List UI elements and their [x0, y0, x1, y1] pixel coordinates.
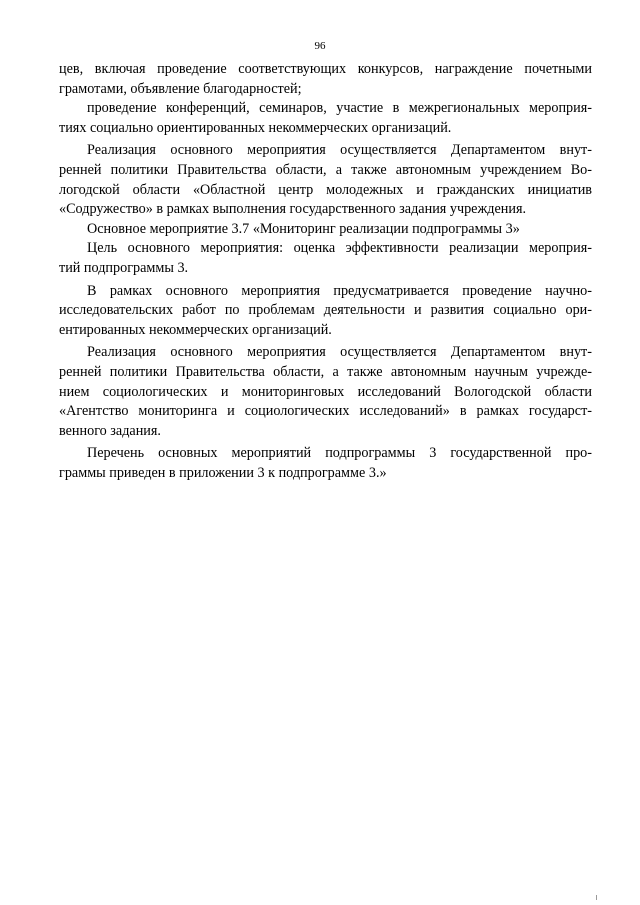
text-line: Реализация основного мероприятия осуществляется Департаментом внут- — [87, 142, 592, 159]
text-line: Реализация основного мероприятия осуществляется Департаментом внут- — [87, 344, 592, 361]
document-body — [59, 60, 592, 483]
text-line: проведение конференций, семинаров, участие в межрегиональных мероприя- — [87, 100, 592, 117]
paragraph-implementation-agency — [59, 343, 592, 441]
text-line: ренней политики Правительства области, а также автономным учреждением Во- — [59, 161, 592, 178]
page-number: 96 — [314, 40, 326, 52]
text-line: В рамках основного мероприятия предусматривается проведение научно- — [87, 282, 592, 299]
paragraph-research — [59, 282, 592, 341]
paragraph-awards — [59, 60, 592, 99]
paragraph-conferences — [59, 99, 592, 138]
paragraph-list-reference — [59, 444, 592, 483]
text-line: граммы приведен в приложении 3 к подпрограмме 3.» — [59, 464, 387, 481]
text-line: исследовательских работ по проблемам деятельности и развития социально ори- — [59, 302, 592, 319]
text-line: логодской области «Областной центр молодежных и гражданских инициатив — [59, 181, 592, 198]
paragraph-measure-3-7-heading — [59, 220, 592, 240]
text-line: тий подпрограммы 3. — [59, 259, 189, 276]
text-line: «Агентство мониторинга и социологических исследований» в рамках государст- — [59, 403, 592, 420]
text-line: грамотами, объявление благодарностей; — [59, 80, 302, 97]
text-line: ренней политики Правительства области, а также автономным научным учрежде- — [59, 363, 592, 380]
text-line: Основное мероприятие 3.7 «Мониторинг реализации подпрограммы 3» — [87, 220, 520, 237]
scan-edge-mark — [596, 895, 597, 900]
text-line: цев, включая проведение соответствующих конкурсов, награждение почетными — [59, 61, 592, 77]
text-line: Перечень основных мероприятий подпрограммы 3 государственной про- — [87, 445, 592, 462]
text-line: «Содружество» в рамках выполнения государственного задания учреждения. — [59, 201, 527, 218]
text-line: тиях социально ориентированных некоммерческих организаций. — [59, 119, 452, 136]
text-line: нием социологических и мониторинговых исследований Вологодской области — [59, 383, 592, 400]
text-line: Цель основного мероприятия: оценка эффективности реализации мероприя- — [87, 240, 592, 257]
paragraph-implementation-sodruzhestvo — [59, 141, 592, 219]
text-line: венного задания. — [59, 422, 161, 439]
text-line: ентированных некоммерческих организаций. — [59, 321, 332, 338]
paragraph-goal — [59, 239, 592, 278]
